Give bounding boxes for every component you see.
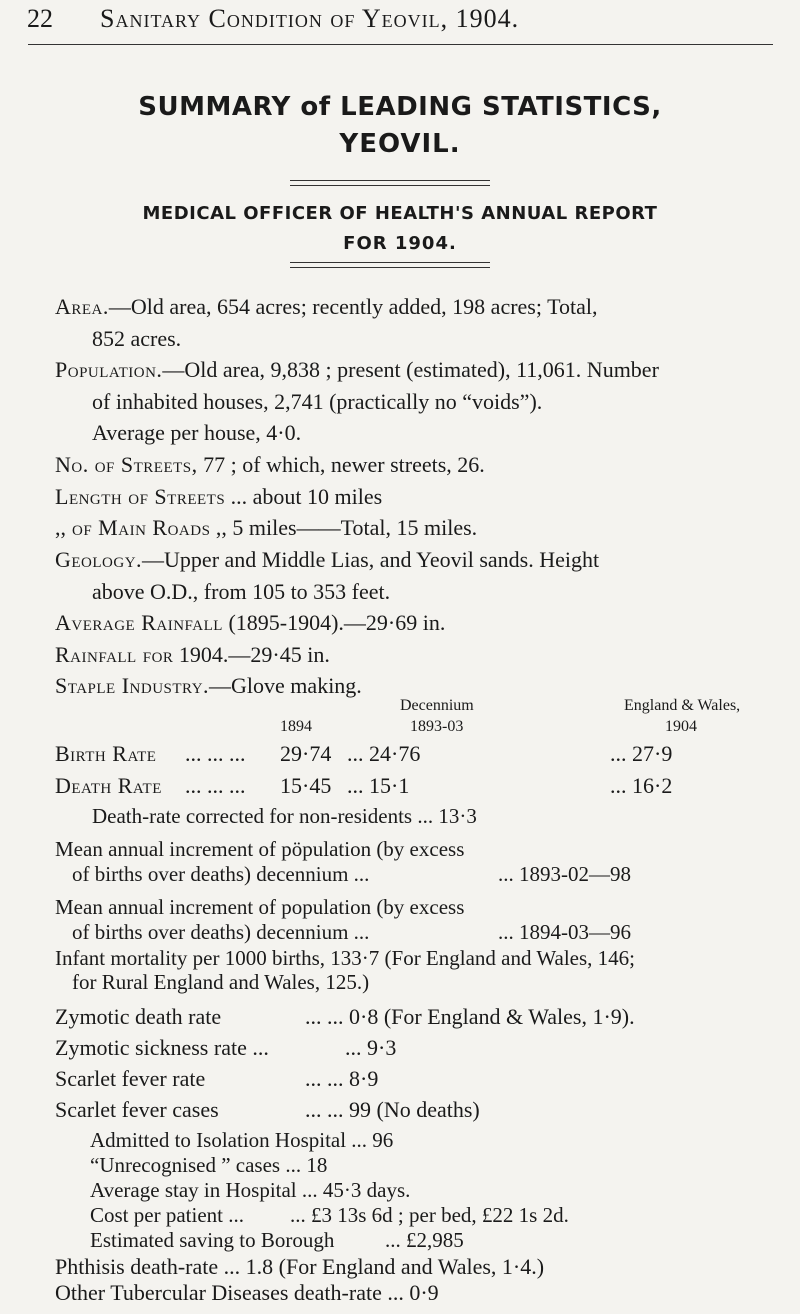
increment-2-line-1: Mean annual increment of population (by excess <box>55 895 465 919</box>
increment-2-value: ... 1894-03—96 <box>498 920 631 944</box>
roads-prefix: ,, <box>55 515 66 540</box>
corrected-death-rate: Death-rate corrected for non-residents ... 13·3 <box>92 804 477 828</box>
average-stay: Average stay in Hospital ... 45·3 days. <box>90 1178 411 1202</box>
report-subtitle: MEDICAL OFFICER OF HEALTH'S ANNUAL REPORT <box>142 203 658 224</box>
zymotic-death-label: Zymotic death rate <box>55 1004 222 1029</box>
cost-per-patient-label: Cost per patient ... <box>90 1203 244 1227</box>
subtitle-divider <box>290 262 490 268</box>
streets-label: No. of Streets, <box>55 452 198 477</box>
population-cont-1: of inhabited houses, 2,741 (practically no “voids”). <box>92 389 543 414</box>
scarlet-fever-cases-label: Scarlet fever cases <box>55 1097 219 1122</box>
geology-line <box>55 547 599 573</box>
death-rate-decennium: ... 15·1 <box>347 773 410 798</box>
scarlet-fever-rate-label: Scarlet fever rate <box>55 1066 206 1091</box>
rainfall-text: 1904.—29·45 in. <box>173 642 330 667</box>
rainfall-line <box>55 642 330 668</box>
length-label: Length of Streets <box>55 484 226 509</box>
population-label: Population. <box>55 357 163 382</box>
zymotic-sickness-label: Zymotic sickness rate ... <box>55 1035 269 1060</box>
population-cont-2: Average per house, 4·0. <box>92 420 302 445</box>
isolation-admitted: Admitted to Isolation Hospital ... 96 <box>90 1128 394 1152</box>
scarlet-fever-rate-value: ... ... 8·9 <box>305 1066 379 1091</box>
industry-label: Staple Industry. <box>55 673 210 698</box>
cost-per-patient-value: ... £3 13s 6d ; per bed, £22 1s 2d. <box>290 1203 569 1227</box>
unrecognised-cases: “Unrecognised ” cases ... 18 <box>90 1153 328 1177</box>
col-header-1893-03: 1893-03 <box>410 718 464 735</box>
col-header-1894: 1894 <box>280 718 312 735</box>
estimated-saving-value: ... £2,985 <box>385 1228 464 1252</box>
report-year: FOR 1904. <box>343 233 457 254</box>
increment-1-line-2: of births over deaths) decennium ... <box>72 862 370 886</box>
area-cont: 852 acres. <box>92 326 182 351</box>
area-label: Area. <box>55 294 109 319</box>
area-line <box>55 294 597 320</box>
birth-rate-label: Birth Rate <box>55 741 157 766</box>
scarlet-fever-cases-value: ... ... 99 (No deaths) <box>305 1097 480 1122</box>
death-rate-label: Death Rate <box>55 773 162 798</box>
average-rainfall-line <box>55 610 445 636</box>
industry-text: —Glove making. <box>209 673 362 698</box>
town-title: YEOVIL. <box>339 129 461 159</box>
running-title: Sanitary Condition of Yeovil, 1904. <box>100 4 520 33</box>
estimated-saving-label: Estimated saving to Borough <box>90 1228 335 1252</box>
industry-line <box>55 673 362 699</box>
col-header-decennium: Decennium <box>400 697 474 714</box>
rainfall-label: Rainfall for <box>55 642 174 667</box>
population-text: —Old area, 9,838 ; present (estimated), 11,061. Number <box>162 357 659 382</box>
col-header-1904: 1904 <box>665 718 697 735</box>
streets-text: 77 ; of which, newer streets, 26. <box>197 452 485 477</box>
birth-rate-england: ... 27·9 <box>610 741 673 766</box>
phthisis-death-rate: Phthisis death-rate ... 1.8 (For England and Wales, 1·4.) <box>55 1254 545 1279</box>
death-rate-leader: ... ... ... <box>185 773 246 798</box>
birth-rate-leader: ... ... ... <box>185 741 246 766</box>
geology-label: Geology. <box>55 547 143 572</box>
infant-mortality-line-1: Infant mortality per 1000 births, 133·7 (For England and Wales, 146; <box>55 946 635 970</box>
death-rate-1894: 15·45 <box>280 773 332 798</box>
summary-title: SUMMARY of LEADING STATISTICS, <box>138 92 662 122</box>
population-line <box>55 357 659 383</box>
geology-text: —Upper and Middle Lias, and Yeovil sands. Height <box>142 547 600 572</box>
zymotic-death-value: ... ... 0·8 (For England & Wales, 1·9). <box>305 1004 635 1029</box>
roads-text: ,, 5 miles——Total, 15 miles. <box>210 515 478 540</box>
tubercular-death-rate: Other Tubercular Diseases death-rate ... 0·9 <box>55 1280 439 1305</box>
birth-rate-1894: 29·74 <box>280 741 332 766</box>
increment-1-line-1: Mean annual increment of pöpulation (by excess <box>55 837 465 861</box>
average-rainfall-text: (1895-1904).—29·69 in. <box>222 610 446 635</box>
area-text: —Old area, 654 acres; recently added, 198 acres; Total, <box>108 294 598 319</box>
streets-line <box>55 452 485 478</box>
zymotic-sickness-value: ... 9·3 <box>345 1035 397 1060</box>
title-divider <box>290 180 490 186</box>
length-line <box>55 484 382 510</box>
birth-rate-decennium: ... 24·76 <box>347 741 421 766</box>
page-number: 22 <box>27 4 53 33</box>
roads-label: of Main Roads <box>66 515 211 540</box>
death-rate-england: ... 16·2 <box>610 773 673 798</box>
geology-cont: above O.D., from 105 to 353 feet. <box>92 579 391 604</box>
average-rainfall-label: Average Rainfall <box>55 610 223 635</box>
infant-mortality-line-2: for Rural England and Wales, 125.) <box>72 970 370 994</box>
roads-line <box>55 515 477 541</box>
length-text: ... about 10 miles <box>225 484 383 509</box>
col-header-england-wales: England & Wales, <box>624 697 741 714</box>
header-rule <box>28 44 773 45</box>
increment-2-line-2: of births over deaths) decennium ... <box>72 920 370 944</box>
increment-1-value: ... 1893-02—98 <box>498 862 631 886</box>
